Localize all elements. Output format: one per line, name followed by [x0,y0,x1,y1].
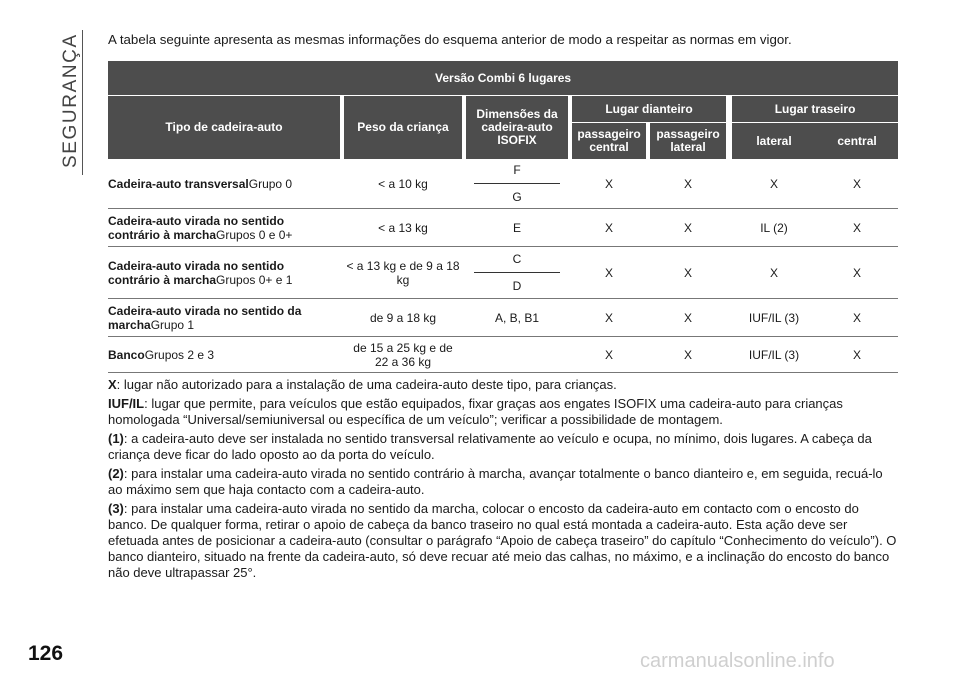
rear-lateral-cell: IL (2) [732,209,816,247]
weight-cell: de 15 a 25 kg e de 22 a 36 kg [344,337,462,373]
page-number: 126 [28,642,64,665]
seat-type-cell: Cadeira-auto virada no sentido da marchaGrupo 1 [108,299,340,337]
weight-cell: de 9 a 18 kg [344,299,462,337]
intro-paragraph: A tabela seguinte apresenta as mesmas informações do esquema anterior de modo a respeitar as normas em vigor. [108,32,792,47]
front-central-cell: X [572,337,646,373]
weight-cell: < a 13 kg e de 9 a 18 kg [344,247,462,299]
rear-central-cell: X [816,209,898,247]
rear-lateral-cell: X [732,247,816,299]
table-row [108,159,898,209]
seat-type-cell: Cadeira-auto virada no sentido contrário à marchaGrupos 0+ e 1 [108,247,340,299]
header-seat-type: Tipo de cadeira-auto [108,96,340,159]
header-rear-central: central [816,122,898,159]
table-row [108,247,898,299]
note-item: (3): para instalar uma cadeira-auto virada no sentido da marcha, colocar o encosto da cadeira-auto em contacto com o encosto do banco. De qualquer forma, retirar o apoio de cabeça da banco traseiro no qual está montada a cadeira-auto. Esta ação deve ser efetuada antes de posicionar a cadeira-auto (consultar o parágrafo “Apoio de cabeça traseiro” do capítulo “Conhecimento do veículo”). O banco dianteiro, situado na frente da cadeira-auto, só deve recuar até meio das calhas, no máximo, e a inclinação do encosto do banco não deve ultrapassar 25°. [108,501,897,580]
isofix-cell: A, B, B1 [466,299,568,337]
note-item: (1): a cadeira-auto deve ser instalada no sentido transversal relativamente ao veículo e ocupa, no mínimo, dois lugares. A cabeça da criança deve ficar do lado oposto ao da porta do veículo. [108,431,872,462]
note-item: X: lugar não autorizado para a instalação de uma cadeira-auto deste tipo, para crianças. [108,377,617,392]
isofix-cell: C D [466,247,568,299]
section-title-vertical [60,30,82,180]
front-central-cell: X [572,159,646,209]
rear-lateral-cell: IUF/IL (3) [732,299,816,337]
section-divider [82,30,83,175]
rear-central-cell: X [816,247,898,299]
note-item: IUF/IL: lugar que permite, para veículos que estão equipados, fixar graças aos engates ISOFIX uma cadeira-auto para crianças homologada “Universal/semiuniversal ou específica de um veículo”; verificar a possibilidade de montagem. [108,396,843,427]
rear-central-cell: X [816,299,898,337]
seat-type-cell: BancoGrupos 2 e 3 [108,337,340,373]
front-central-cell: X [572,299,646,337]
isofix-cell: E [466,209,568,247]
front-lateral-cell: X [650,337,726,373]
table-row [108,209,898,247]
weight-cell: < a 13 kg [344,209,462,247]
weight-cell: < a 10 kg [344,159,462,209]
rear-lateral-cell: IUF/IL (3) [732,337,816,373]
header-front-seat: Lugar dianteiro [572,96,726,122]
isofix-cell [466,337,568,373]
front-lateral-cell: X [650,159,726,209]
legend-notes [108,377,898,581]
rear-lateral-cell: X [732,159,816,209]
front-central-cell: X [572,247,646,299]
table-row [108,299,898,337]
front-lateral-cell: X [650,209,726,247]
header-child-weight: Peso da criança [344,96,462,159]
front-lateral-cell: X [650,299,726,337]
rear-central-cell: X [816,337,898,373]
note-item: (2): para instalar uma cadeira-auto virada no sentido contrário à marcha, avançar totalmente o banco dianteiro e, em seguida, recuá-lo ao máximo sem que haja contacto com a cadeira-auto. [108,466,883,497]
seat-type-cell: Cadeira-auto transversalGrupo 0 [108,159,340,209]
isofix-cell: F G [466,159,568,209]
header-isofix-size: Dimensões da cadeira-auto ISOFIX [466,96,568,159]
page-content [108,32,898,584]
child-seat-table [108,61,898,373]
rear-central-cell: X [816,159,898,209]
watermark: carmanualsonline.info [640,650,835,672]
header-rear-lateral: lateral [732,122,816,159]
front-central-cell: X [572,209,646,247]
header-front-passenger-central: passageiro central [572,122,646,159]
section-title-text: SEGURANÇA [60,33,81,168]
seat-type-cell: Cadeira-auto virada no sentido contrário à marchaGrupos 0 e 0+ [108,209,340,247]
header-rear-seat: Lugar traseiro [732,96,898,122]
table-title: Versão Combi 6 lugares [108,61,898,96]
header-front-passenger-lateral: passageiro lateral [650,122,726,159]
front-lateral-cell: X [650,247,726,299]
table-row [108,337,898,373]
